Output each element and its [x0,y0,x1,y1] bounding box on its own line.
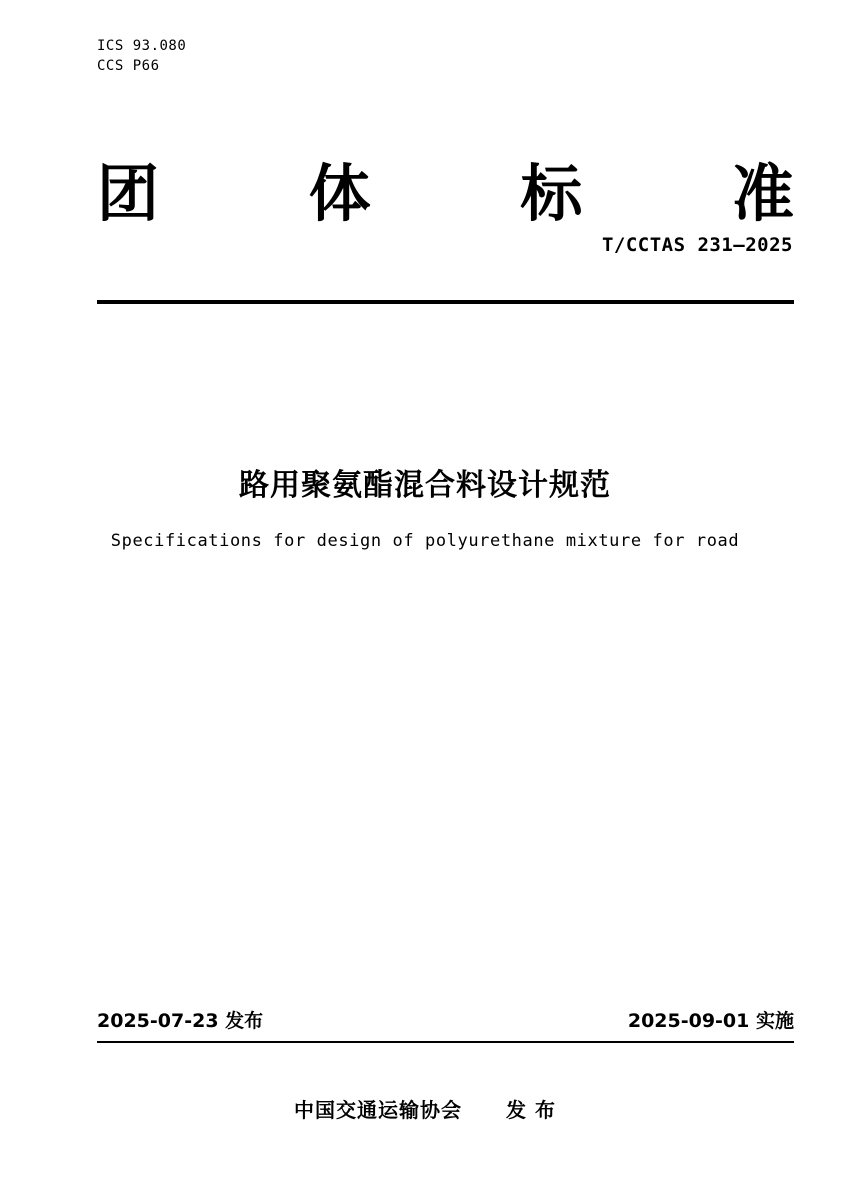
standard-type-char-3: 标 [520,157,583,230]
publisher-suffix: 发 布 [505,1098,556,1122]
ics-code: ICS 93.080 [97,38,187,54]
standard-type-char-4: 准 [731,157,794,230]
document-title-english: Specifications for design of polyurethane mixture for road [110,531,740,551]
standard-type-char-1: 团 [97,157,160,230]
standard-type-heading [97,158,794,230]
publisher-name: 中国交通运输协会 [294,1098,463,1122]
effective-date: 2025-09-01 实施 [627,1010,794,1032]
standard-type-char-2: 体 [308,157,371,230]
classification-block [97,36,186,76]
document-title-chinese: 路用聚氨酯混合料设计规范 [239,468,611,503]
publisher-line [0,1094,850,1123]
footer-divider [97,1041,794,1043]
date-row [97,1006,794,1033]
issue-date: 2025-07-23 发布 [97,1010,264,1032]
ccs-code: CCS P66 [97,58,160,74]
header-divider [97,300,794,304]
standard-number: T/CCTAS 231—2025 [601,234,793,256]
